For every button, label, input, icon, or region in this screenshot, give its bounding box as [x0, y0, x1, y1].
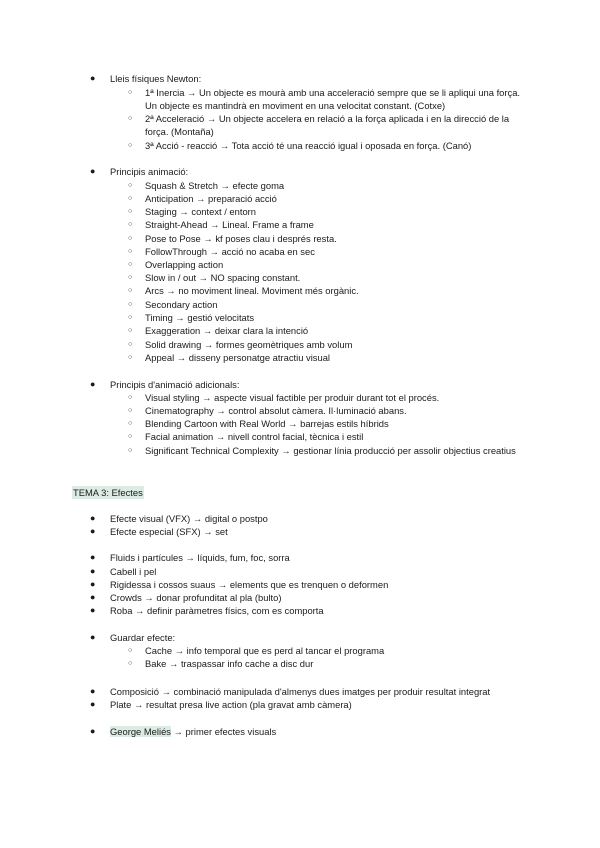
bullet-circle: ○ [128, 447, 133, 454]
bullet-dot: ● [90, 513, 96, 523]
bullet-circle: ○ [128, 301, 133, 308]
bullet-circle: ○ [128, 195, 133, 202]
bullet-circle: ○ [128, 394, 133, 401]
bullet-dot: ● [90, 526, 96, 536]
list-item: Rigidessa i cossos suaus → elements que es trenquen o deformen [110, 579, 389, 590]
list-item: Visual styling → aspecte visual factible per produir durant tot el procés. [145, 392, 440, 403]
list-item: Pose to Pose → kf poses clau i després resta. [145, 233, 337, 244]
bullet-circle: ○ [128, 314, 133, 321]
list-item: Bake → traspassar info cache a disc dur [145, 658, 314, 669]
bullet-circle: ○ [128, 433, 133, 440]
bullet-circle: ○ [128, 89, 133, 96]
list-item: Crowds → donar profunditat al pla (bulto) [110, 592, 282, 603]
bullet-circle: ○ [128, 647, 133, 654]
bullet-circle: ○ [128, 182, 133, 189]
highlighted-name: George Meliés [110, 726, 171, 737]
list-item: Anticipation → preparació acció [145, 193, 277, 204]
list-item: 2ª Acceleració → Un objecte accelera en relació a la força aplicada i en la direcció de la força. (Montaña) [145, 113, 510, 138]
bullet-circle: ○ [128, 208, 133, 215]
bullet-dot: ● [90, 726, 96, 736]
list-item: Roba → definir paràmetres físics, com es comporta [110, 605, 324, 616]
section-title: Principis d'animació adicionals: [110, 379, 240, 390]
list-item: Squash & Stretch → efecte goma [145, 180, 285, 191]
list-item: Significant Technical Complexity → gestionar línia producció per assolir objectius creatius [145, 445, 516, 456]
bullet-circle: ○ [128, 341, 133, 348]
list-item: Cinematography → control absolut càmera. Il·luminació abans. [145, 405, 407, 416]
bullet-dot: ● [90, 632, 96, 642]
melies-description: → primer efectes visuals [170, 726, 277, 737]
list-item: Plate → resultat presa live action (pla gravat amb càmera) [110, 699, 352, 710]
bullet-dot: ● [90, 579, 96, 589]
list-item: 3ª Acció - reacció → Tota acció té una reacció igual i oposada en força. (Canó) [145, 140, 472, 151]
list-item: Arcs → no moviment lineal. Moviment més orgànic. [145, 285, 359, 296]
list-item: Blending Cartoon with Real World → barrejas estils híbrids [145, 418, 389, 429]
bullet-circle: ○ [128, 115, 133, 122]
section-heading: TEMA 3: Efectes [73, 487, 143, 498]
bullet-circle: ○ [128, 248, 133, 255]
section-title: Principis animació: [110, 166, 189, 177]
bullet-dot: ● [90, 379, 96, 389]
bullet-circle: ○ [128, 221, 133, 228]
list-item: 1ª Inercia → Un objecte es mourà amb una acceleració sempre que se li apliqui una força. Un objecte es mantindrà en moviment en una velocitat constant. (Cotxe) [145, 87, 521, 112]
list-item: Facial animation → nivell control facial, tècnica i estil [145, 431, 364, 442]
bullet-circle: ○ [128, 274, 133, 281]
bullet-circle: ○ [128, 420, 133, 427]
bullet-dot: ● [90, 686, 96, 696]
list-item: Fluids i partícules → líquids, fum, foc, sorra [110, 552, 290, 563]
bullet-circle: ○ [128, 354, 133, 361]
section-title: Guardar efecte: [110, 632, 176, 643]
list-item [110, 725, 580, 738]
list-item: Efecte especial (SFX) → set [110, 526, 228, 537]
bullet-dot: ● [90, 592, 96, 602]
list-item: Straight-Ahead → Lineal. Frame a frame [145, 219, 314, 230]
bullet-circle: ○ [128, 407, 133, 414]
list-item: Appeal → disseny personatge atractiu visual [145, 352, 331, 363]
bullet-dot: ● [90, 73, 96, 83]
list-item: Slow in / out → NO spacing constant. [145, 272, 301, 283]
bullet-circle: ○ [128, 261, 133, 268]
bullet-dot: ● [90, 166, 96, 176]
list-item: Exaggeration → deixar clara la intenció [145, 325, 309, 336]
bullet-dot: ● [90, 566, 96, 576]
list-item: Cache → info temporal que es perd al tancar el programa [145, 645, 385, 656]
bullet-circle: ○ [128, 327, 133, 334]
bullet-circle: ○ [128, 287, 133, 294]
bullet-circle: ○ [128, 660, 133, 667]
list-item: Efecte visual (VFX) → digital o postpo [110, 513, 268, 524]
list-item: Staging → context / entorn [145, 206, 257, 217]
list-item: Cabell i pel [110, 566, 157, 577]
bullet-dot: ● [90, 699, 96, 709]
bullet-circle: ○ [128, 235, 133, 242]
list-item: Secondary action [145, 299, 218, 310]
bullet-dot: ● [90, 605, 96, 615]
list-item: Solid drawing → formes geomètriques amb volum [145, 339, 353, 350]
list-item: FollowThrough → acció no acaba en sec [145, 246, 315, 257]
list-item: Overlapping action [145, 259, 224, 270]
bullet-circle: ○ [128, 142, 133, 149]
list-item: Composició → combinació manipulada d'almenys dues imatges per produir resultat integrat [110, 686, 491, 697]
bullet-dot: ● [90, 552, 96, 562]
list-item: Timing → gestió velocitats [145, 312, 255, 323]
section-title: Lleis físiques Newton: [110, 73, 202, 84]
